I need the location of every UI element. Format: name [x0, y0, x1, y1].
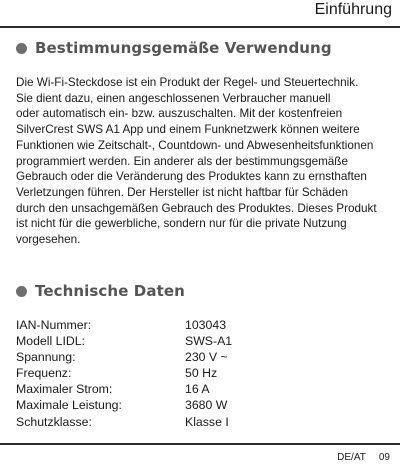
page-footer — [337, 452, 390, 463]
paragraph-line: Gebrauch oder die Veränderung des Produktes kann zu ernsthaften — [16, 170, 367, 184]
spec-label: Modell LIDL: — [16, 334, 86, 349]
spec-value: 3680 W — [185, 398, 228, 413]
paragraph-line: vorgesehen. — [16, 233, 81, 247]
spec-value: Klasse I — [185, 414, 229, 429]
paragraph-line: ist nicht für die gewerbliche, sondern nur für die private Nutzung — [16, 217, 347, 231]
paragraph-line: durch den unsachgemäßen Gebrauch des Produktes. Dieses Produkt — [16, 201, 377, 215]
page-number: 09 — [378, 452, 390, 463]
technical-data-table — [16, 317, 376, 430]
spec-row — [16, 381, 376, 397]
spec-label: Frequenz: — [16, 366, 72, 381]
paragraph-line: Die Wi-Fi-Steckdose ist ein Produkt der Regel- und Steuertechnik. — [16, 76, 359, 89]
paragraph-line: oder automatisch ein- bzw. auszuschalten. Mit der kostenfreien — [16, 107, 343, 121]
spec-row — [16, 333, 376, 349]
spec-label: IAN-Nummer: — [16, 318, 92, 332]
paragraph-line: Sie dient dazu, einen angeschlossenen Verbraucher manuell — [16, 91, 331, 105]
bullet-icon — [16, 43, 27, 54]
page-header-title: Einführung — [314, 1, 392, 18]
paragraph-line: programmiert werden. Ein anderer als der bestimmungsgemäße — [16, 154, 348, 168]
paragraph-line: Verletzungen führen. Der Hersteller ist nicht haftbar für Schäden — [16, 185, 348, 199]
paragraph-line: SilverCrest SWS A1 App und einem Funknetzwerk können weitere — [16, 123, 360, 137]
spec-value: 103043 — [185, 318, 227, 332]
spec-label: Maximale Leistung: — [16, 398, 122, 413]
bullet-icon — [16, 286, 27, 297]
section-heading-technical-data — [16, 282, 185, 300]
spec-label: Spannung: — [16, 350, 76, 365]
spec-value: 16 A — [185, 382, 210, 397]
spec-label: Schutzklasse: — [16, 414, 92, 429]
header-divider — [0, 26, 400, 28]
spec-row — [16, 365, 376, 381]
spec-value: SWS-A1 — [185, 334, 233, 349]
footer-divider — [0, 443, 400, 445]
section-heading-label: Bestimmungsgemäße Verwendung — [35, 39, 332, 57]
section-heading-label: Technische Daten — [35, 282, 185, 300]
spec-value: 230 V ~ — [185, 350, 228, 365]
spec-row — [16, 349, 376, 365]
spec-label: Maximaler Strom: — [16, 382, 113, 397]
spec-row — [16, 317, 376, 333]
intended-use-paragraph — [16, 75, 388, 248]
footer-language: DE/AT — [337, 452, 366, 463]
spec-row — [16, 414, 376, 430]
spec-value: 50 Hz — [185, 366, 218, 381]
paragraph-line: Funktionen wie Zeitschalt-, Countdown- und Abwesenheitsfunktionen — [16, 138, 374, 152]
section-heading-intended-use — [16, 39, 332, 57]
spec-row — [16, 397, 376, 413]
